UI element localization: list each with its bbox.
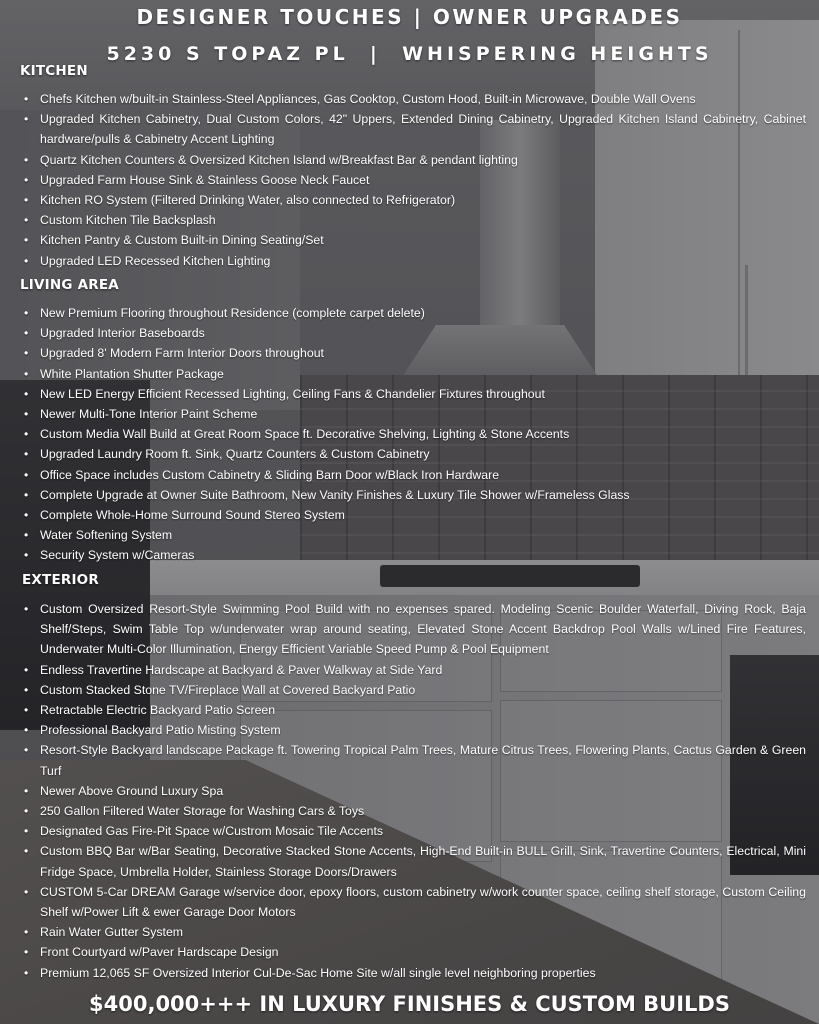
kitchen-item: • Kitchen Pantry & Custom Built-in Dining Seating/Set (22, 230, 806, 250)
kitchen-list (22, 89, 806, 271)
kitchen-item: • Upgraded LED Recessed Kitchen Lighting (22, 251, 806, 271)
exterior-item: • Retractable Electric Backyard Patio Screen (22, 700, 806, 720)
exterior-item: • CUSTOM 5-Car DREAM Garage w/service door, epoxy floors, custom cabinetry w/work counter space, ceiling shelf storage, Custom Ceiling Shelf w/Power Lift & ewer Garage Door Motors (22, 882, 806, 922)
page-title: DESIGNER TOUCHES | OWNER UPGRADES (136, 5, 683, 29)
exterior-item: • Custom Stacked Stone TV/Fireplace Wall at Covered Backyard Patio (22, 680, 806, 700)
exterior-item: • Professional Backyard Patio Misting System (22, 720, 806, 740)
living-item: • New Premium Flooring throughout Residence (complete carpet delete) (22, 303, 806, 323)
living-item: • New LED Energy Efficient Recessed Lighting, Ceiling Fans & Chandelier Fixtures throughout (22, 384, 806, 404)
exterior-item: • Newer Above Ground Luxury Spa (22, 781, 806, 801)
exterior-item: • Endless Travertine Hardscape at Backyard & Paver Walkway at Side Yard (22, 660, 806, 680)
living-item: • Custom Media Wall Build at Great Room Space ft. Decorative Shelving, Lighting & Stone Accents (22, 424, 806, 444)
living-item: • Newer Multi-Tone Interior Paint Scheme (22, 404, 806, 424)
kitchen-item: • Upgraded Farm House Sink & Stainless Goose Neck Faucet (22, 170, 806, 190)
footer-tagline: $400,000+++ IN LUXURY FINISHES & CUSTOM BUILDS (89, 992, 730, 1016)
living-item: • Upgraded Laundry Room ft. Sink, Quartz Counters & Custom Cabinetry (22, 444, 806, 464)
living-item: • Upgraded Interior Baseboards (22, 323, 806, 343)
kitchen-heading: KITCHEN (20, 63, 88, 79)
exterior-item: • Front Courtyard w/Paver Hardscape Design (22, 942, 806, 962)
exterior-list (22, 599, 806, 983)
kitchen-item: • Upgraded Kitchen Cabinetry, Dual Custom Colors, 42" Uppers, Extended Dining Cabinetry, Upgraded Kitchen Island Cabinetry, Cabinet hardware/pulls & Cabinetry Accent Lighting (22, 109, 806, 149)
living-item: • Complete Whole-Home Surround Sound Stereo System (22, 505, 806, 525)
kitchen-item: • Quartz Kitchen Counters & Oversized Kitchen Island w/Breakfast Bar & pendant lighting (22, 150, 806, 170)
living-item: • Upgraded 8' Modern Farm Interior Doors throughout (22, 343, 806, 363)
exterior-heading: EXTERIOR (22, 572, 99, 588)
living-item: • White Plantation Shutter Package (22, 364, 806, 384)
kitchen-item: • Custom Kitchen Tile Backsplash (22, 210, 806, 230)
exterior-item: • Custom Oversized Resort-Style Swimming Pool Build with no expenses spared. Modeling Scenic Boulder Waterfall, Diving Rock, Baja Shelf/Steps, Swim Table Top w/underwater wrap around seating, Elevated Stone Accent Backdrop Pool Walls w/Lined Fire Features, Underwater Multi-Color Illumination, Energy Efficient Variable Speed Pump & Pool Equipment (22, 599, 806, 660)
living-area-list (22, 303, 806, 566)
living-item: • Office Space includes Custom Cabinetry & Sliding Barn Door w/Black Iron Hardware (22, 465, 806, 485)
kitchen-item: • Kitchen RO System (Filtered Drinking Water, also connected to Refrigerator) (22, 190, 806, 210)
exterior-item: • 250 Gallon Filtered Water Storage for Washing Cars & Toys (22, 801, 806, 821)
property-address: 5230 S TOPAZ PL | WHISPERING HEIGHTS (106, 43, 713, 65)
living-item: • Water Softening System (22, 525, 806, 545)
exterior-item: • Designated Gas Fire-Pit Space w/Custrom Mosaic Tile Accents (22, 821, 806, 841)
kitchen-item: • Chefs Kitchen w/built-in Stainless-Steel Appliances, Gas Cooktop, Custom Hood, Built-in Microwave, Double Wall Ovens (22, 89, 806, 109)
exterior-item: • Resort-Style Backyard landscape Package ft. Towering Tropical Palm Trees, Mature Citrus Trees, Flowering Plants, Cactus Garden & Green Turf (22, 740, 806, 780)
exterior-item: • Rain Water Gutter System (22, 922, 806, 942)
exterior-item: • Premium 12,065 SF Oversized Interior Cul-De-Sac Home Site w/all single level neighboring properties (22, 963, 806, 983)
living-item: • Security System w/Cameras (22, 545, 806, 565)
living-item: • Complete Upgrade at Owner Suite Bathroom, New Vanity Finishes & Luxury Tile Shower w/Frameless Glass (22, 485, 806, 505)
living-area-heading: LIVING AREA (20, 277, 119, 293)
exterior-item: • Custom BBQ Bar w/Bar Seating, Decorative Stacked Stone Accents, High-End Built-in BULL Grill, Sink, Travertine Counters, Electrical, Mini Fridge Space, Umbrella Holder, Stainless Storage Doors/Drawers (22, 841, 806, 881)
